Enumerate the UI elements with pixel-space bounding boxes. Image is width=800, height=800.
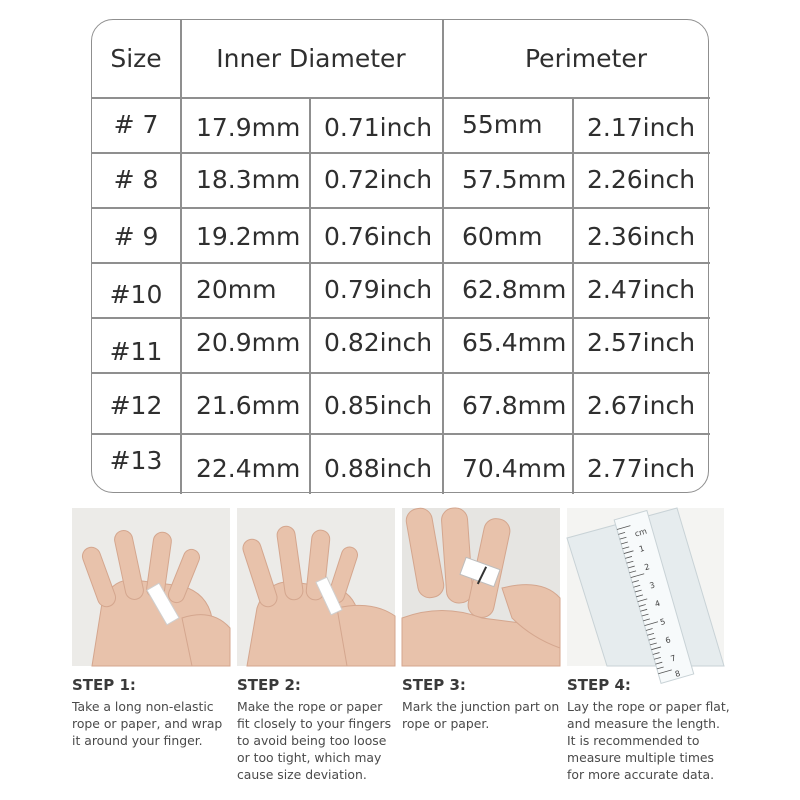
header-inner-diameter: Inner Diameter bbox=[216, 44, 406, 73]
size-cell: #13 bbox=[109, 446, 163, 475]
perimeter-inch-cell: 2.47inch bbox=[587, 275, 696, 304]
perimeter-inch-cell: 2.17inch bbox=[587, 113, 696, 142]
perimeter-inch-cell: 2.36inch bbox=[587, 222, 696, 251]
ruler-tick-label: 7 bbox=[669, 653, 677, 664]
size-cell: # 7 bbox=[113, 110, 159, 139]
ruler-tick-label: 4 bbox=[653, 598, 662, 609]
step-4-text: Lay the rope or paper flat, and measure the length. It is recommended to measure multiple times for more accurate data. bbox=[567, 699, 730, 782]
perimeter-mm-cell: 70.4mm bbox=[462, 454, 567, 483]
diameter-inch-cell: 0.71inch bbox=[324, 113, 433, 142]
ruler-tick-label: 1 bbox=[638, 543, 646, 554]
diameter-inch-cell: 0.88inch bbox=[324, 454, 433, 483]
step-1-title: STEP 1: bbox=[72, 676, 136, 694]
step-1-text: Take a long non-elastic rope or paper, and wrap it around your finger. bbox=[72, 699, 223, 748]
perimeter-mm-cell: 57.5mm bbox=[462, 165, 567, 194]
perimeter-inch-cell: 2.57inch bbox=[587, 328, 696, 357]
step-3-title: STEP 3: bbox=[402, 676, 466, 694]
ruler-tick-label: 5 bbox=[659, 616, 667, 628]
diameter-inch-cell: 0.79inch bbox=[324, 275, 433, 304]
diameter-mm-cell: 19.2mm bbox=[196, 222, 301, 251]
perimeter-mm-cell: 60mm bbox=[462, 222, 543, 251]
hand-wrap-photo bbox=[72, 508, 230, 666]
ruler-photo bbox=[567, 508, 724, 679]
hand-mark-photo bbox=[402, 508, 560, 666]
ruler-tick-label: 6 bbox=[664, 635, 672, 646]
perimeter-mm-cell: 55mm bbox=[462, 110, 543, 139]
grid-line bbox=[92, 433, 710, 435]
ruler-tick-label: 2 bbox=[643, 562, 651, 573]
diameter-mm-cell: 20mm bbox=[196, 275, 277, 304]
size-cell: #11 bbox=[109, 337, 163, 366]
diameter-inch-cell: 0.85inch bbox=[324, 391, 433, 420]
diameter-inch-cell: 0.72inch bbox=[324, 165, 433, 194]
diameter-inch-cell: 0.82inch bbox=[324, 328, 433, 357]
diameter-mm-cell: 17.9mm bbox=[196, 113, 301, 142]
ruler-unit-label: cm bbox=[633, 526, 648, 539]
perimeter-mm-cell: 62.8mm bbox=[462, 275, 567, 304]
grid-line bbox=[92, 97, 710, 99]
perimeter-inch-cell: 2.26inch bbox=[587, 165, 696, 194]
size-cell: #12 bbox=[109, 391, 163, 420]
step-2-title: STEP 2: bbox=[237, 676, 301, 694]
step-2-text: Make the rope or paper fit closely to your fingers to avoid being too loose or too tight, which may cause size deviation. bbox=[237, 699, 392, 782]
size-cell: # 8 bbox=[113, 165, 159, 194]
size-cell: # 9 bbox=[113, 222, 159, 251]
perimeter-inch-cell: 2.77inch bbox=[587, 454, 696, 483]
hand-tighten-photo bbox=[237, 508, 395, 666]
ruler-tick-label: 3 bbox=[648, 580, 656, 591]
ruler-tick-label: 8 bbox=[673, 668, 682, 679]
diameter-mm-cell: 21.6mm bbox=[196, 391, 301, 420]
perimeter-inch-cell: 2.67inch bbox=[587, 391, 696, 420]
grid-line bbox=[92, 372, 710, 374]
size-chart-table bbox=[91, 19, 709, 493]
perimeter-mm-cell: 65.4mm bbox=[462, 328, 567, 357]
step-3-text: Mark the junction part on rope or paper. bbox=[402, 699, 560, 731]
header-size: Size bbox=[110, 44, 162, 73]
diameter-mm-cell: 20.9mm bbox=[196, 328, 301, 357]
diameter-mm-cell: 18.3mm bbox=[196, 165, 301, 194]
step-4-title: STEP 4: bbox=[567, 676, 631, 694]
perimeter-mm-cell: 67.8mm bbox=[462, 391, 567, 420]
size-cell: #10 bbox=[109, 280, 163, 309]
diameter-mm-cell: 22.4mm bbox=[196, 454, 301, 483]
diameter-inch-cell: 0.76inch bbox=[324, 222, 433, 251]
header-perimeter: Perimeter bbox=[525, 44, 647, 73]
